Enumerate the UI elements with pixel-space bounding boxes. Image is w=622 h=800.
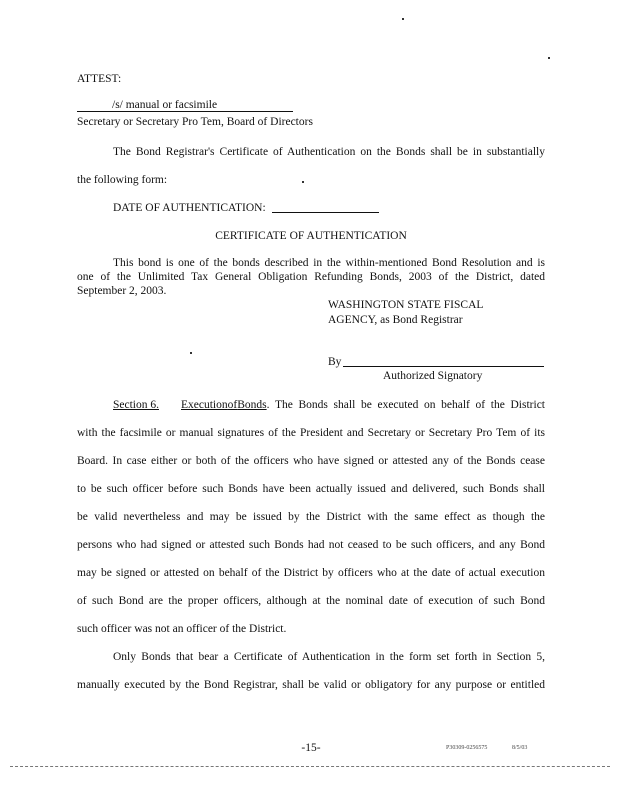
attest-signature: /s/ manual or facsimile [112,99,218,111]
section-6-line-5: be valid nevertheless and may be issued by the District with the same effect as though the [77,511,545,523]
section-6-title-pre: Execution [181,399,228,411]
document-date: 8/5/03 [512,745,528,751]
registrar-name-line-2: AGENCY, as Bond Registrar [328,314,463,326]
section-6-line-7: may be signed or attested on behalf of the District by officers who at the date of actual execution [77,567,545,579]
document-code: P30309-0256575 [446,745,488,751]
scan-speck [402,18,404,20]
section-6-line-6: persons who had signed or attested such Bonds had not ceased to be such officers, and any Bond [77,539,545,551]
section-6-line-1: . The Bonds shall be executed on behalf of the District [266,399,545,411]
attest-title: Secretary or Secretary Pro Tem, Board of Directors [77,116,313,128]
section-6-line-4: to be such officer before such Bonds have been actually issued and delivered, such Bonds shall [77,483,545,495]
authentication-date-line [272,212,379,213]
attest-signature-line [77,111,293,112]
certificate-line-3: September 2, 2003. [77,285,167,297]
registrar-name-line-1: WASHINGTON STATE FISCAL [328,299,484,311]
intro-line-2: the following form: [77,174,168,186]
final-para-line-1: Only Bonds that bear a Certificate of Authentication in the form set forth in Section 5, [113,651,545,663]
by-label: By [328,356,342,368]
certificate-line-2: one of the Unlimited Tax General Obligation Refunding Bonds, 2003 of the District, dated [77,271,545,283]
section-6-line-8: of such Bond are the proper officers, although at the nominal date of execution of such Bond [77,595,545,607]
attest-label: ATTEST: [77,73,122,85]
section-6-number: Section 6. [113,399,159,411]
intro-line-1: The Bond Registrar's Certificate of Authentication on the Bonds shall be in substantially [113,146,545,158]
authorized-signatory: Authorized Signatory [383,370,483,382]
section-6-title-of: of [227,399,238,411]
certificate-line-1: This bond is one of the bonds described in the within-mentioned Bond Resolution and is [113,257,545,269]
final-para-line-2: manually executed by the Bond Registrar, shall be valid or obligatory for any purpose or entitled [77,679,545,691]
section-6-line-9: such officer was not an officer of the District. [77,623,287,635]
scan-bottom-rule [10,766,610,767]
section-6-line-3: Board. In case either or both of the officers who have signed or attested any of the Bonds cease [77,455,545,467]
section-6-first-line [113,398,545,412]
certificate-heading: CERTIFICATE OF AUTHENTICATION [215,230,407,242]
scan-speck [190,352,192,354]
registrar-signature-line [343,366,544,367]
scan-speck [302,181,304,183]
scan-speck [548,57,550,59]
page-number: -15- [301,742,321,754]
section-6-title-post: Bonds [237,399,267,411]
section-6-line-2: with the facsimile or manual signatures of the President and Secretary or Secretary Pro Tem of its [77,427,545,439]
authentication-date-label: DATE OF AUTHENTICATION: [113,202,266,214]
